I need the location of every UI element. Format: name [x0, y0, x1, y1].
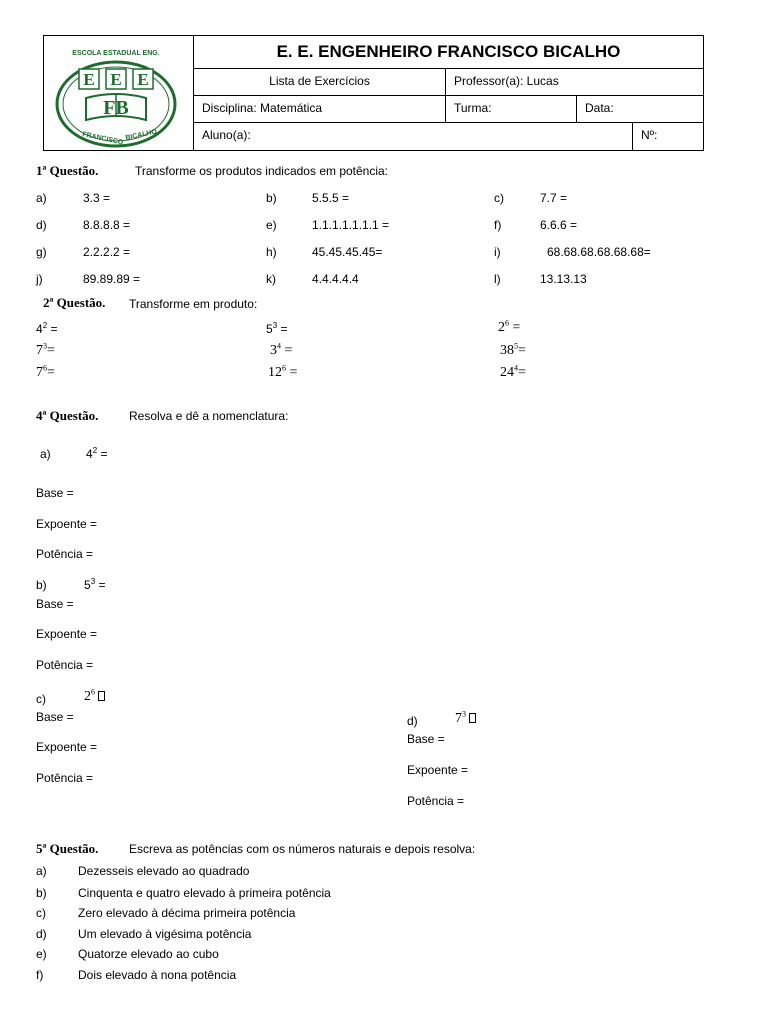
q5-letter: b) [36, 886, 47, 900]
q2-item: $38^5=$ [500, 341, 526, 358]
q5-item: Um elevado à vigésima potência [78, 927, 252, 941]
logo-letter-3: E [137, 70, 149, 89]
logo-bottom-left: FRANCISCO [81, 131, 124, 147]
q2-item: $7^6=$ [36, 363, 55, 380]
q4-c-expr: $2^6$ [84, 689, 105, 705]
q4-instruction: Resolva e dê a nomenclatura: [129, 409, 289, 423]
q1-expr: 2.2.2.2 = [83, 245, 131, 259]
q1-expr: 45.45.45.45= [312, 245, 383, 259]
logo-letter-2: E [110, 70, 122, 89]
q5-letter: d) [36, 927, 47, 941]
school-logo [44, 36, 193, 150]
missing-glyph-box [469, 713, 476, 723]
q5-letter: c) [36, 906, 46, 920]
q2-instruction: Transforme em produto: [129, 297, 258, 311]
q5-letter: f) [36, 968, 44, 982]
q1-title: 1ª Questão. [36, 163, 99, 178]
q1-letter: g) [36, 245, 47, 259]
q1-expr: 8.8.8.8 = [83, 218, 131, 232]
exponent-label: Expoente = [36, 517, 98, 531]
base-label: Base = [36, 597, 74, 611]
q5-letter: a) [36, 864, 47, 878]
q5-item: Cinquenta e quatro elevado à primeira potência [78, 886, 331, 900]
q2-item: $4^2$ = [36, 321, 58, 336]
q1-letter: i) [494, 245, 501, 259]
logo-fb: FB [103, 97, 129, 119]
q1-letter: e) [266, 218, 277, 232]
q2-item: $5^3$ = [266, 321, 288, 336]
power-label: Potência = [407, 794, 465, 808]
q1-expr: 13.13.13 [540, 272, 587, 286]
student-name-field[interactable]: Aluno(a): [202, 128, 251, 142]
power-label: Potência = [36, 658, 94, 672]
exponent-label: Expoente = [407, 763, 469, 777]
q4-d-letter: d) [407, 714, 418, 728]
header-table [43, 35, 704, 151]
q5-instruction: Escreva as potências com os números naturais e depois resolva: [129, 842, 476, 856]
base-label: Base = [36, 486, 74, 500]
q5-title: 5ª Questão. [36, 841, 99, 856]
logo-cell [44, 36, 194, 150]
logo-bottom-right: BICALHO [124, 128, 158, 142]
power-label: Potência = [36, 771, 94, 785]
q5-item: Quatorze elevado ao cubo [78, 947, 219, 961]
q1-expr: 6.6.6 = [540, 218, 578, 232]
q1-letter: l) [494, 272, 501, 286]
power-label: Potência = [36, 547, 94, 561]
q4-title: 4ª Questão. [36, 408, 99, 423]
student-number-field[interactable]: Nº: [641, 128, 658, 142]
date-field[interactable]: Data: [585, 101, 614, 115]
professor-field: Professor(a): Lucas [454, 74, 559, 88]
q5-item: Dezesseis elevado ao quadrado [78, 864, 250, 878]
list-label: Lista de Exercícios [269, 74, 370, 88]
q1-letter: a) [36, 191, 47, 205]
q1-expr: 5.5.5 = [312, 191, 350, 205]
missing-glyph-box [98, 691, 105, 701]
q1-letter: b) [266, 191, 277, 205]
q1-letter: k) [266, 272, 276, 286]
q1-letter: d) [36, 218, 47, 232]
q4-b-letter: b) [36, 578, 47, 592]
q1-instruction: Transforme os produtos indicados em potência: [135, 164, 389, 178]
q1-letter: j) [36, 272, 43, 286]
q2-item: $7^3=$ [36, 341, 55, 358]
class-field[interactable]: Turma: [454, 101, 492, 115]
logo-letter-1: E [83, 70, 95, 89]
q5-item: Zero elevado à décima primeira potência [78, 906, 296, 920]
q1-expr: 68.68.68.68.68.68= [547, 245, 651, 259]
q4-d-expr: $7^3$ [455, 711, 476, 727]
q2-item: $2^6$ = [498, 318, 521, 335]
q1-expr: 3.3 = [83, 191, 111, 205]
school-title: E. E. ENGENHEIRO FRANCISCO BICALHO [276, 42, 621, 61]
q4-c-letter: c) [36, 692, 46, 706]
q2-item: $12^6$ = [268, 363, 298, 380]
exponent-label: Expoente = [36, 627, 98, 641]
q1-letter: f) [494, 218, 502, 232]
exponent-label: Expoente = [36, 740, 98, 754]
q1-letter: h) [266, 245, 277, 259]
q2-title: 2ª Questão. [43, 295, 106, 310]
q4-a-expr: $4^2$ = [86, 446, 108, 461]
base-label: Base = [36, 710, 74, 724]
q5-item: Dois elevado à nona potência [78, 968, 237, 982]
logo-top-text: ESCOLA ESTADUAL ENG. [72, 50, 160, 57]
base-label: Base = [407, 732, 445, 746]
subject-field: Disciplina: Matemática [202, 101, 323, 115]
q4-b-expr: $5^3$ = [84, 577, 106, 592]
q1-letter: c) [494, 191, 504, 205]
q2-item: $3^4$ = [270, 341, 293, 358]
q1-expr: 7.7 = [540, 191, 568, 205]
q1-expr: 4.4.4.4.4 [312, 272, 359, 286]
q1-expr: 89.89.89 = [83, 272, 141, 286]
q4-a-letter: a) [40, 447, 51, 461]
q5-letter: e) [36, 947, 47, 961]
q2-item: $24^4=$ [500, 363, 526, 380]
q1-expr: 1.1.1.1.1.1.1 = [312, 218, 390, 232]
